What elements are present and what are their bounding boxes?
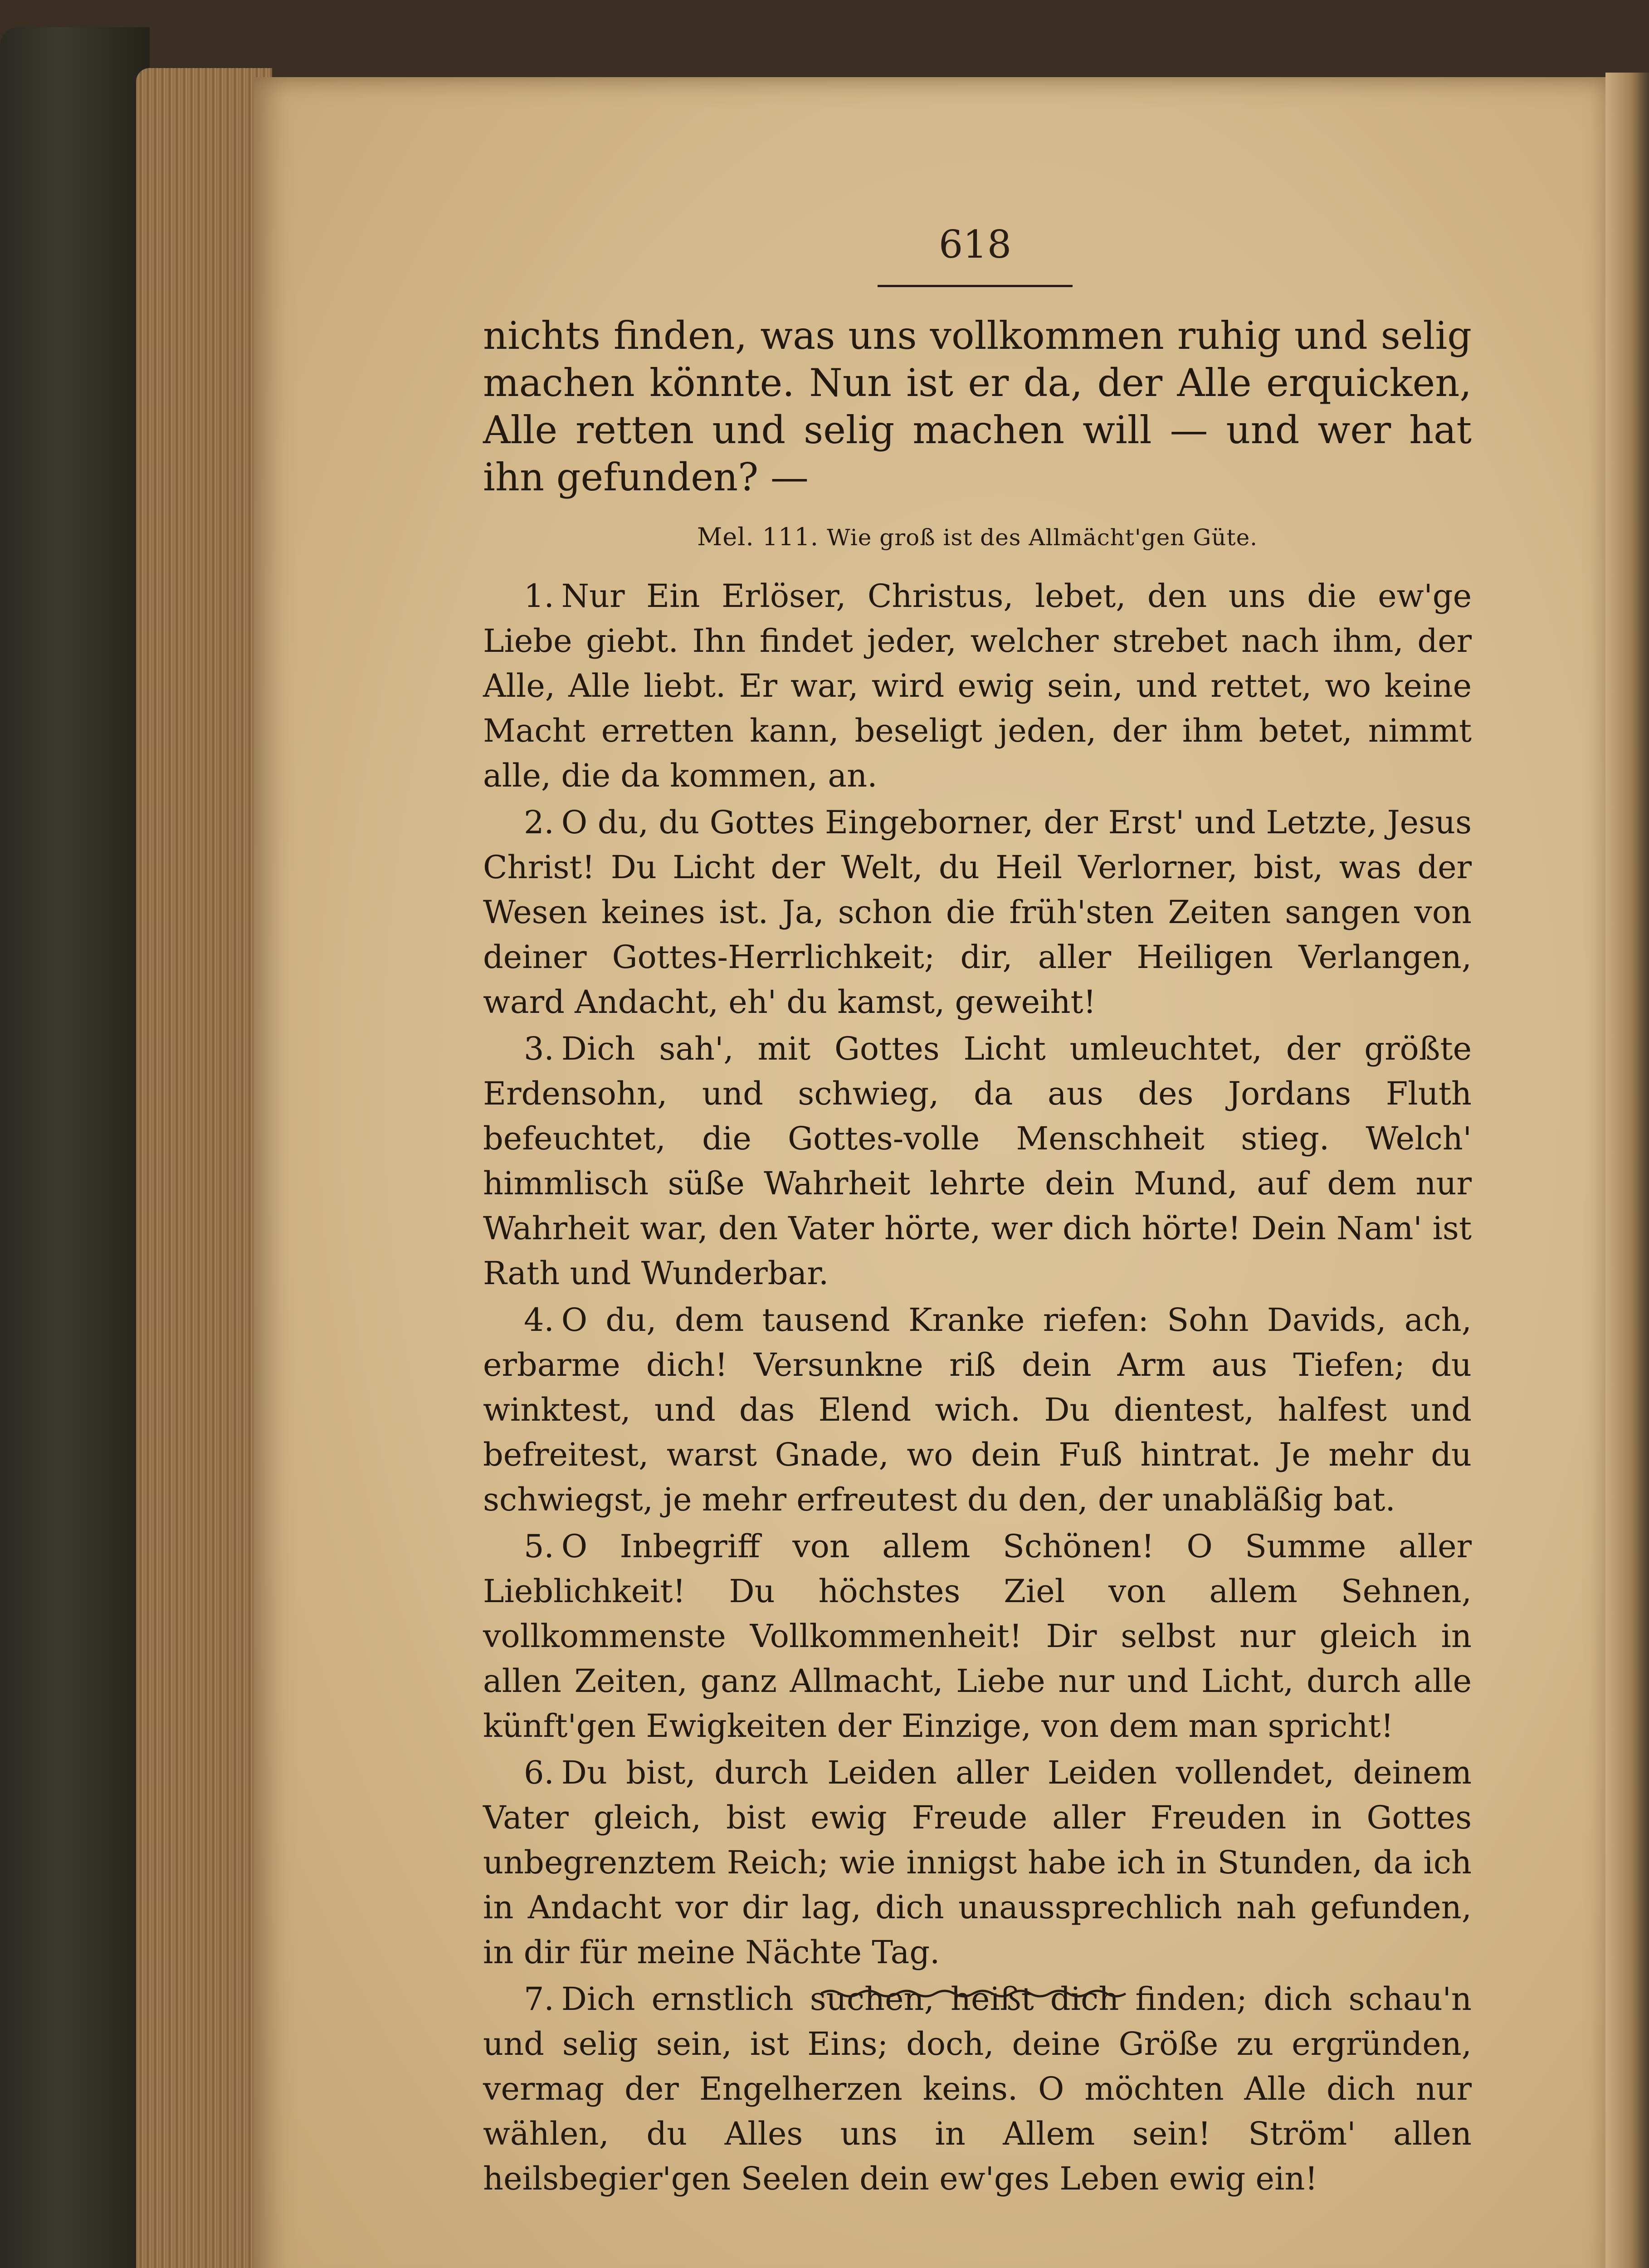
verse-number: 1. [524,577,554,615]
verse-2 [483,800,1472,1025]
melody-tune: Wie groß ist des Allmächt'gen Güte. [827,524,1258,551]
end-ornament [821,1987,1129,2000]
verse-number: 6. [524,1754,554,1791]
melody-line [483,519,1472,556]
facing-page-edge [1605,73,1649,2268]
page-edges [136,68,272,2268]
verse-text: Dich sah', mit Gottes Licht umleuchtet, der größte Erdensohn, und schwieg, da aus des Jordans Fluth befeuchtet, die Gottes-volle Menschheit stieg. Welch' himmlisch süße Wahrheit lehrte dein Mund, auf dem nur Wahrheit war, den Vater hörte, wer dich hörte! Dein Nam' ist Rath und Wunderbar. [483,1030,1472,1292]
verse-number: 5. [524,1528,554,1565]
verse-5 [483,1524,1472,1749]
verse-text: O Inbegriff von allem Schönen! O Summe aller Lieblichkeit! Du höchstes Ziel von allem Sehnen, vollkommenste Vollkommenheit! Dir selbst nur gleich in allen Zeiten, ganz Allmacht, Liebe nur und Licht, durch alle künft'gen Ewigkeiten der Einzige, von dem man spricht! [483,1528,1472,1745]
book-binding [0,27,150,2268]
verse-text: O du, dem tausend Kranke riefen: Sohn Davids, ach, erbarme dich! Versunkne riß dein Arm aus Tiefen; du winktest, und das Elend wich. Du dientest, halfest und befreitest, warst Gnade, wo dein Fuß hintrat. Je mehr du schwiegst, je mehr erfreutest du den, der unabläßig bat. [483,1301,1472,1518]
page-number: 618 [938,222,1012,267]
verse-number: 4. [524,1301,554,1339]
page-body [483,312,1472,2203]
verse-7 [483,1977,1472,2201]
verse-6 [483,1750,1472,1975]
verse-text: Du bist, durch Leiden aller Leiden vollendet, deinem Vater gleich, bist ewig Freude aller Freuden in Gottes unbegrenztem Reich; wie innigst habe ich in Stunden, da ich in Andacht vor dir lag, dich unaussprechlich nah gefunden, in dir für meine Nächte Tag. [483,1754,1472,1971]
intro-paragraph: nichts finden, was uns vollkommen ruhig und selig machen könnte. Nun ist er da, der Alle erquicken, Alle retten und selig machen will — und wer hat ihn gefunden? — [483,313,1472,499]
verse-3 [483,1026,1472,1296]
verse-1 [483,574,1472,798]
verse-text: O du, du Gottes Eingeborner, der Erst' und Letzte, Jesus Christ! Du Licht der Welt, du Heil Verlorner, bist, was der Wesen keines ist. Ja, schon die früh'sten Zeiten sangen von deiner Gottes-Herrlichkeit; dir, aller Heiligen Verlangen, ward Andacht, eh' du kamst, geweiht! [483,804,1472,1021]
verse-number: 7. [524,1980,554,2018]
verse-4 [483,1298,1472,1522]
verse-text: Dich ernstlich suchen, heißt dich finden; dich schau'n und selig sein, ist Eins; doch, deine Größe zu ergründen, vermag der Engelherzen keins. O möchten Alle dich nur wählen, du Alles uns in Allem sein! Ström' allen heilsbegier'gen Seelen dein ew'ges Leben ewig ein! [483,1980,1472,2197]
verse-text: Nur Ein Erlöser, Christus, lebet, den uns die ew'ge Liebe giebt. Ihn findet jeder, welcher strebet nach ihm, der Alle, Alle liebt. Er war, wird ewig sein, und rettet, wo keine Macht erretten kann, beseligt jeden, der ihm betet, nimmt alle, die da kommen, an. [483,577,1472,794]
verse-number: 2. [524,804,554,841]
verse-number: 3. [524,1030,554,1067]
header-rule [878,285,1073,287]
melody-label: Mel. 111. [697,523,819,551]
